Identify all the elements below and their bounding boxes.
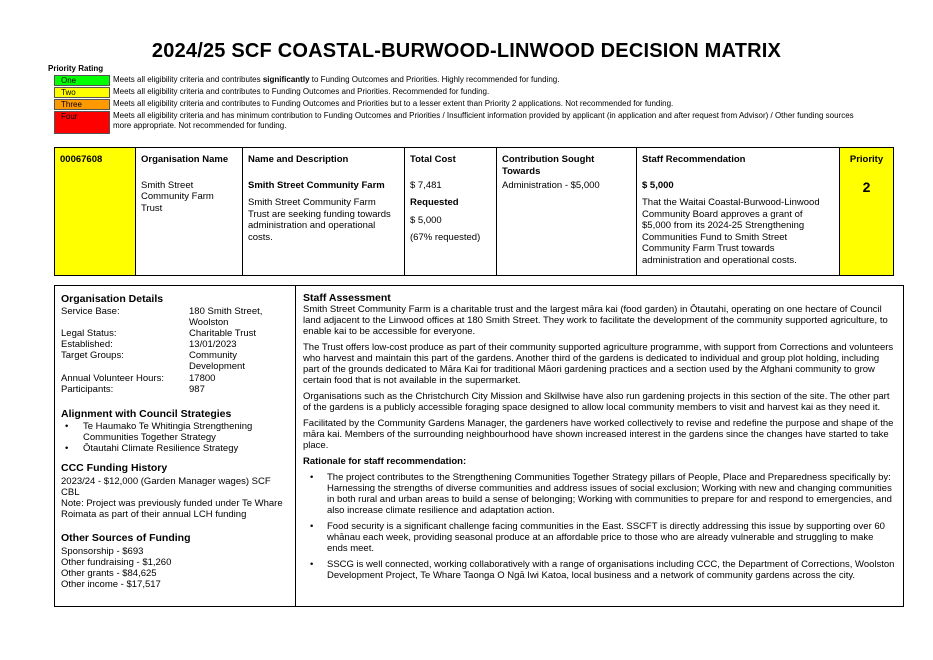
name-header: Name and Description <box>248 154 349 165</box>
service-base-line1: 180 Smith Street, <box>189 306 263 317</box>
rationale-bullet: • The project contributes to the Strengthening Communities Together Strategy pillars of People, Place and Preparedness specifically by: Harnessing the strengths of diverse communities and address issues of social exclusion; Working with new and changing communities in both rural and urban areas to build a sense of belonging; Working with communities to prepare for and respond to emergencies, and also increase climate resilience and adaptation action. <box>303 472 896 516</box>
priority-text-three: Meets all eligibility criteria and contributes to Funding Outcomes and Priorities but to a lesser extent than Priority 2 applications. Not recommended for funding. <box>113 99 674 108</box>
funding-history-note: Note: Project was previously funded under Te Whare Roimata as part of their annual LCH funding <box>61 498 283 520</box>
application-id: 00067608 <box>60 154 103 165</box>
other-source-line: Other fundraising - $1,260 <box>61 557 172 568</box>
target-groups-line1: Community <box>189 350 238 361</box>
rationale-heading: Rationale for staff recommendation: <box>303 456 467 467</box>
priority-rating-heading: Priority Rating <box>48 64 104 73</box>
priority-value: 2 <box>862 178 871 195</box>
assessment-paragraph: Facilitated by the Community Gardens Manager, the gardeners have worked collectively to revise and redefine the purpose and shape of the māra kai. Members of the surrounding neighbourhood have shown increased interest in the gardens since the changes have started to take place. <box>303 418 894 451</box>
org-header: Organisation Name <box>141 154 229 165</box>
contribution-cell <box>496 148 636 275</box>
priority-cell <box>839 148 893 275</box>
assessment-paragraph: Organisations such as the Christchurch City Mission and Skillwise have also run gardening projects in this section of the site. The other part of the gardens is a publicly accessible foraging space designed to allow local community members to visit and harvest kai as they need it. <box>303 391 890 413</box>
project-description: Smith Street Community Farm Trust are seeking funding towards administration and operational costs. <box>248 197 391 243</box>
staff-recommendation-text: That the Waitai Coastal-Burwood-Linwood Community Board approves a grant of $5,000 from its 2024-25 Strengthening Communities Fund to Smith Street Community Farm Trust towards administration and operational costs. <box>642 197 820 266</box>
funding-history-heading: CCC Funding History <box>61 462 168 474</box>
volunteer-hours: 17800 <box>189 373 216 384</box>
assessment-paragraph: Smith Street Community Farm is a charitable trust and the largest māra kai (food garden) in Ōtautahi, operating on one hectare of Council land adjacent to the Linwood offices at 180 Smith Street. They work to facilitate the development of the community supported agriculture, to enable kai to be accessible for everyone. <box>303 304 888 337</box>
page-title: 2024/25 SCF COASTAL-BURWOOD-LINWOOD DECISION MATRIX <box>151 40 782 62</box>
organisation-details-panel <box>54 285 296 607</box>
application-id-cell <box>55 148 135 275</box>
contribution: Administration - $5,000 <box>502 180 600 191</box>
target-groups-line2: Development <box>189 361 245 372</box>
staff-assessment-panel <box>296 285 904 607</box>
other-source-line: Other grants - $84,625 <box>61 568 157 579</box>
total-cost-cell <box>404 148 496 275</box>
priority-text-four: Meets all eligibility criteria and has minimum contribution to Funding Outcomes and Priorities / Insufficient information provided by applicant (in application and after request from Advisor) / Other funding sources more appropriate. Not recommended for funding. <box>113 111 854 130</box>
funding-history-line1: 2023/24 - $12,000 (Garden Manager wages) SCF CBL <box>61 476 271 498</box>
priority-swatch-two: Two <box>54 87 110 98</box>
established-label: Established: <box>61 339 113 350</box>
priority-text-two: Meets all eligibility criteria and contributes to Funding Outcomes and Priorities. Recommended for funding. <box>113 87 490 96</box>
established: 13/01/2023 <box>189 339 237 350</box>
legal-status: Charitable Trust <box>189 328 257 339</box>
rationale-bullet: • Food security is a significant challenge facing communities in the East. SSCFT is directly addressing this issue by supporting over 60 whānau each week, providing seasonal produce at an affordable price to those who are already vulnerable and struggling to make ends meet. <box>303 521 896 554</box>
organisation-cell <box>135 148 242 275</box>
assessment-paragraph: The Trust offers low-cost produce as part of their community supported agriculture programme, with support from Corrections and volunteers who harvest and maintain this part of the gardens. Another third of the gardens is dedicated to individual and group plot holding, including part of the grounds dedicated to Māra Kai for traditional Māori gardening practices and a section used by the Afghani community to grow certain food that is not available in the supermarket. <box>303 342 894 386</box>
rationale-bullet: • SSCG is well connected, working collaboratively with a range of organisations including CCC, the Department of Corrections, Woolston Development Project, Te Whare Taonga O Ngā Iwi Katoa, local business and a network of community gardens across the city. <box>303 559 896 581</box>
participants: 987 <box>189 384 205 395</box>
service-base-label: Service Base: <box>61 306 120 317</box>
other-source-line: Sponsorship - $693 <box>61 546 144 557</box>
staff-header: Staff Recommendation <box>642 154 746 165</box>
service-base-line2: Woolston <box>189 317 229 328</box>
org-details-heading: Organisation Details <box>61 293 164 305</box>
legal-status-label: Legal Status: <box>61 328 117 339</box>
other-source-line: Other income - $17,517 <box>61 579 161 590</box>
staff-recommendation-cell <box>636 148 839 275</box>
alignment-item: • Te Haumako Te Whitingia Strengthening Communities Together Strategy <box>61 421 281 443</box>
cost-header: Total Cost <box>410 154 456 165</box>
priority-text-one: Meets all eligibility criteria and contributes significantly to Funding Outcomes and Priorities. Highly recommended for funding. <box>113 75 560 84</box>
volunteer-hours-label: Annual Volunteer Hours: <box>61 373 164 384</box>
project-name: Smith Street Community Farm <box>248 179 385 191</box>
org-name: Smith Street Community Farm Trust <box>141 179 214 214</box>
priority-swatch-four: Four <box>54 111 110 134</box>
alignment-list <box>61 421 281 454</box>
participants-label: Participants: <box>61 384 114 395</box>
other-sources-heading: Other Sources of Funding <box>61 532 191 544</box>
priority-swatch-three: Three <box>54 99 110 110</box>
name-description-cell <box>242 148 404 275</box>
alignment-heading: Alignment with Council Strategies <box>61 408 232 420</box>
contribution-header: Contribution Sought Towards <box>502 154 595 177</box>
total-cost: $ 7,481 <box>410 179 442 191</box>
staff-assessment-heading: Staff Assessment <box>303 292 391 304</box>
alignment-item: • Ōtautahi Climate Resilience Strategy <box>61 443 281 454</box>
requested-percent: (67% requested) <box>410 232 481 243</box>
staff-amount: $ 5,000 <box>642 179 674 191</box>
priority-header: Priority <box>849 154 884 165</box>
target-groups-label: Target Groups: <box>61 350 124 361</box>
requested-amount: $ 5,000 <box>410 214 442 226</box>
application-table <box>54 147 894 276</box>
priority-swatch-one: One <box>54 75 110 86</box>
requested-label: Requested <box>410 197 459 208</box>
